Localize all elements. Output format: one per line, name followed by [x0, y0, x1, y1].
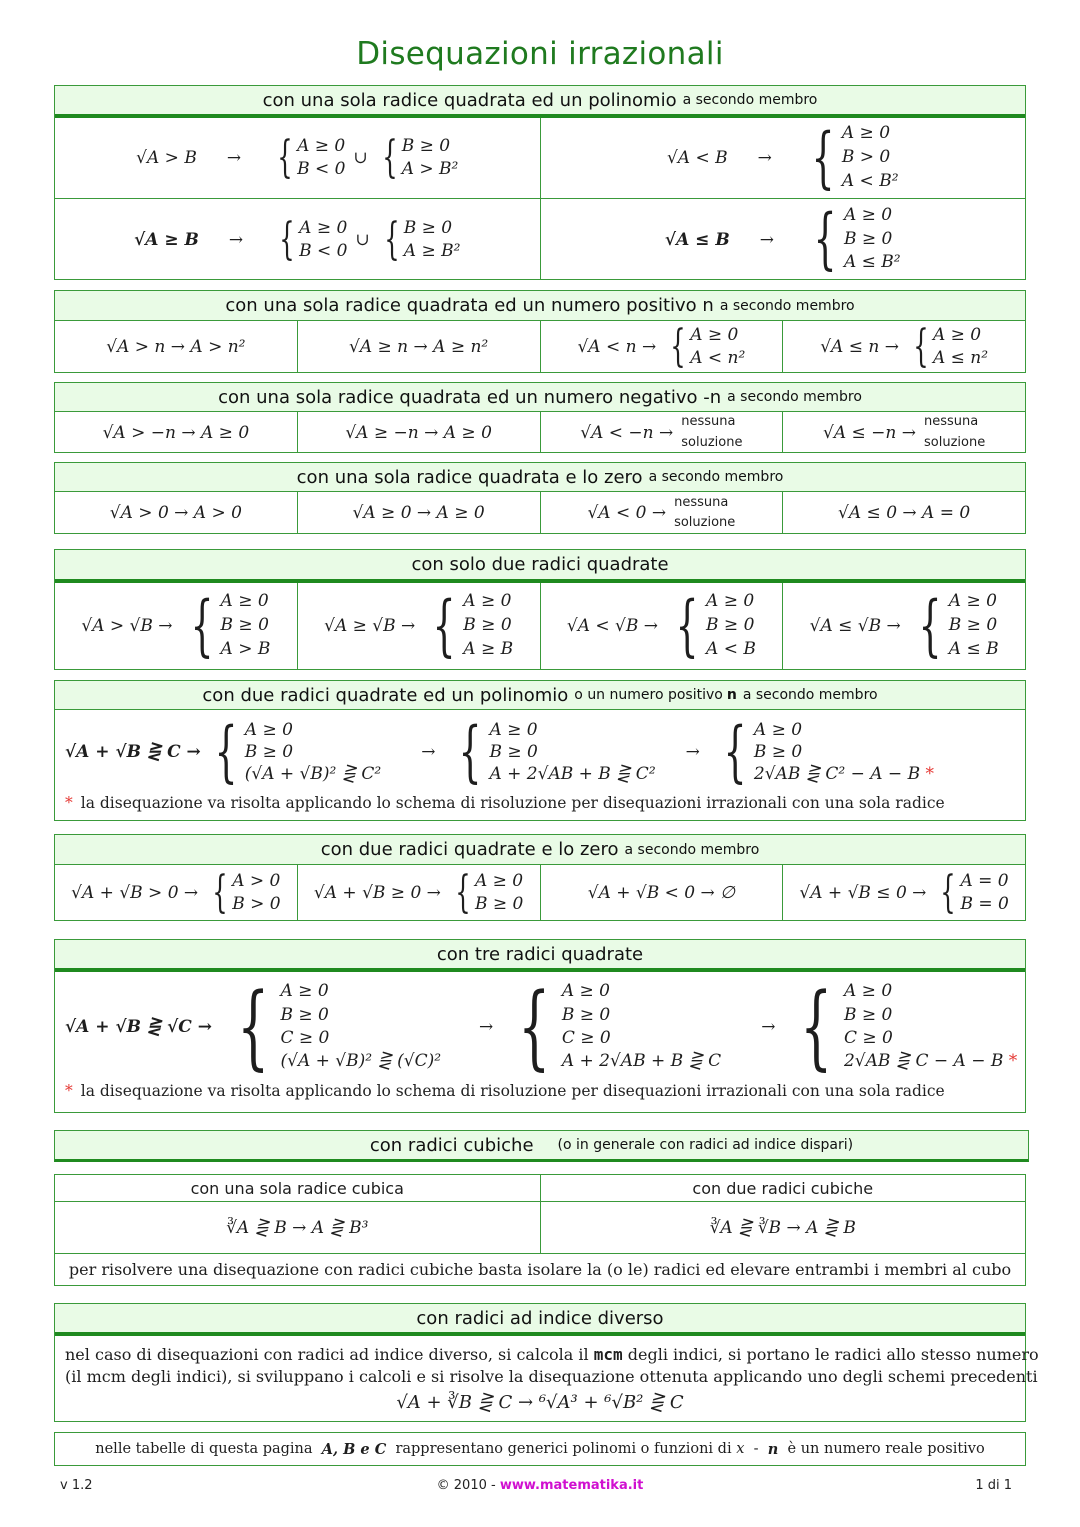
section-radici-cubiche-header: con radici cubiche (o in generale con radici ad indice dispari): [54, 1130, 1029, 1162]
section-header: con radici ad indice diverso: [55, 1304, 1025, 1336]
footnote: * la disequazione va risolta applicando lo schema di risoluzione per disequazioni irrazionali con una sola radice: [65, 1082, 945, 1100]
formula-cell: √A ≤ −n → nessuna soluzione: [823, 414, 986, 450]
formula-cell: ∛A ⋛ B → A ⋛ B³: [55, 1202, 541, 1253]
formula-cell: √A ≤ √B → { A ≥ 0 B ≥ 0 A ≤ B: [809, 586, 999, 664]
page-title: Disequazioni irrazionali: [356, 36, 724, 72]
section-polinomio: [54, 85, 1026, 280]
website-link[interactable]: www.matematika.it: [499, 1478, 644, 1493]
version-label: v 1.2: [60, 1478, 93, 1493]
section-numero-negativo: [54, 382, 1026, 453]
table-row: [55, 583, 1025, 669]
formula-cell: √A ≥ 0 → A ≥ 0: [298, 492, 541, 534]
formula-cell: √A > 0 → A > 0: [55, 492, 298, 534]
formula-cell: √A ≤ n → { A ≥ 0 A ≤ n²: [820, 321, 989, 372]
column-header: con due radici cubiche: [692, 1178, 874, 1198]
formula-cell: √A ≤ B → { A ≥ 0 B ≥ 0 A ≤ B²: [664, 200, 901, 278]
section-indice-diverso: [54, 1303, 1039, 1422]
legend-note: nelle tabelle di questa pagina A, B e C rappresentano generici polinomi o funzioni di x - n è un numero reale positivo: [54, 1432, 1026, 1466]
section-header: con solo due radici quadrate: [55, 550, 1025, 583]
formula-cell: √A < √B → { A ≥ 0 B ≥ 0 A < B: [541, 583, 784, 669]
table-row: [55, 321, 1025, 373]
table-row: [55, 1175, 1025, 1202]
formula-cell: √A + √B > 0 → { A > 0 B > 0: [55, 865, 298, 921]
formula-cell: √A > B → { A ≥ 0 B < 0 ∪ { B ≥ 0 A > B²: [55, 118, 541, 198]
formula-cell: √A > −n → A ≥ 0: [55, 412, 298, 453]
section-tre-radici: [54, 939, 1026, 1113]
section-zero: [54, 462, 1026, 534]
formula-cell: √A + √B ≤ 0 → { A = 0 B = 0: [799, 867, 1009, 918]
formula-cell: √A < n → { A ≥ 0 A < n²: [541, 321, 784, 373]
table-row: [55, 118, 1025, 199]
explanation-text: nel caso di disequazioni con radici ad indice diverso, si calcola il mcm degli indici, si portano le radici allo stesso numero (il mcm degli indici), si sviluppano i calcoli e si risolve la disequazione ottenuta applicando uno degli schemi precedenti √A + ∛B ⋛ C → ⁶√A³ + ⁶√B² ⋛ C: [65, 1345, 1039, 1414]
footnote: * la disequazione va risolta applicando lo schema di risoluzione per disequazioni irrazionali con una sola radice: [65, 794, 945, 812]
formula-cell: √A ≥ n → A ≥ n²: [298, 321, 541, 373]
section-header: con una sola radice quadrata ed un polinomio a secondo membro: [55, 86, 1025, 118]
formula-cell: √A < −n → nessuna soluzione: [541, 412, 784, 453]
section-due-radici: [54, 549, 1026, 670]
formula-cell: √A ≤ 0 → A = 0: [838, 503, 971, 523]
formula-cell: √A ≥ B → { A ≥ 0 B < 0 ∪ { B ≥ 0 A ≥ B²: [55, 199, 541, 280]
formula-cell: √A < B → { A ≥ 0 B > 0 A < B²: [666, 118, 899, 196]
cubic-note: per risolvere una disequazione con radici cubiche basta isolare la (o le) radici ed elevare entrambi i membri al cubo: [68, 1260, 1012, 1279]
formula-chain: √A + √B ⋛ C → { A ≥ 0 B ≥ 0 (√A + √B)² ⋛ C² → { A ≥ 0 B ≥ 0 A + 2√AB + B ⋛ C² → { A ≥ 0 B ≥ 0 2√AB ⋛ C² − A − B *: [65, 713, 934, 790]
section-header: con due radici quadrate ed un polinomio o un numero positivo n a secondo membro: [55, 681, 1025, 710]
section-header: con tre radici quadrate: [55, 940, 1025, 972]
table-row: [55, 412, 1025, 453]
formula-cell: √A < 0 → nessuna soluzione: [541, 492, 784, 534]
section-due-radici-zero: [54, 834, 1026, 921]
table-row: [55, 1202, 1025, 1254]
formula-cell: √A > √B → { A ≥ 0 B ≥ 0 A > B: [55, 583, 298, 669]
section-due-radici-polinomio: [54, 680, 1026, 821]
formula-cell: √A + √B ≥ 0 → { A ≥ 0 B ≥ 0: [298, 865, 541, 921]
formula-cell: √A > n → A > n²: [55, 321, 298, 373]
section-radici-cubiche: [54, 1174, 1026, 1286]
section-header: con una sola radice quadrata e lo zero a secondo membro: [55, 463, 1025, 492]
table-row: [55, 865, 1025, 921]
formula-cell: ∛A ⋛ ∛B → A ⋛ B: [709, 1217, 856, 1238]
table-row: [55, 199, 1025, 280]
column-header: con una sola radice cubica: [55, 1175, 541, 1201]
formula-cell: √A ≥ −n → A ≥ 0: [298, 412, 541, 453]
formula-cell: √A ≥ √B → { A ≥ 0 B ≥ 0 A ≥ B: [298, 583, 541, 669]
section-header: con una sola radice quadrata ed un numero positivo n a secondo membro: [55, 291, 1025, 321]
section-numero-positivo: [54, 290, 1026, 373]
section-header: con una sola radice quadrata ed un numero negativo -n a secondo membro: [55, 383, 1025, 412]
section-header: con due radici quadrate e lo zero a secondo membro: [55, 835, 1025, 865]
formula-cell: √A + √B < 0 → ∅: [541, 865, 784, 921]
copyright: © 2010 - www.matematika.it: [436, 1478, 644, 1493]
formula-chain: √A + √B ⋛ √C → { A ≥ 0 B ≥ 0 C ≥ 0 (√A + √B)² ⋛ (√C)² → { A ≥ 0 B ≥ 0 C ≥ 0 A + 2√AB + B ⋛ C → { A ≥ 0 B ≥ 0 C ≥ 0 2√AB ⋛ C − A − B *: [65, 973, 1018, 1080]
table-row: [55, 492, 1025, 534]
page-number: 1 di 1: [975, 1478, 1012, 1493]
